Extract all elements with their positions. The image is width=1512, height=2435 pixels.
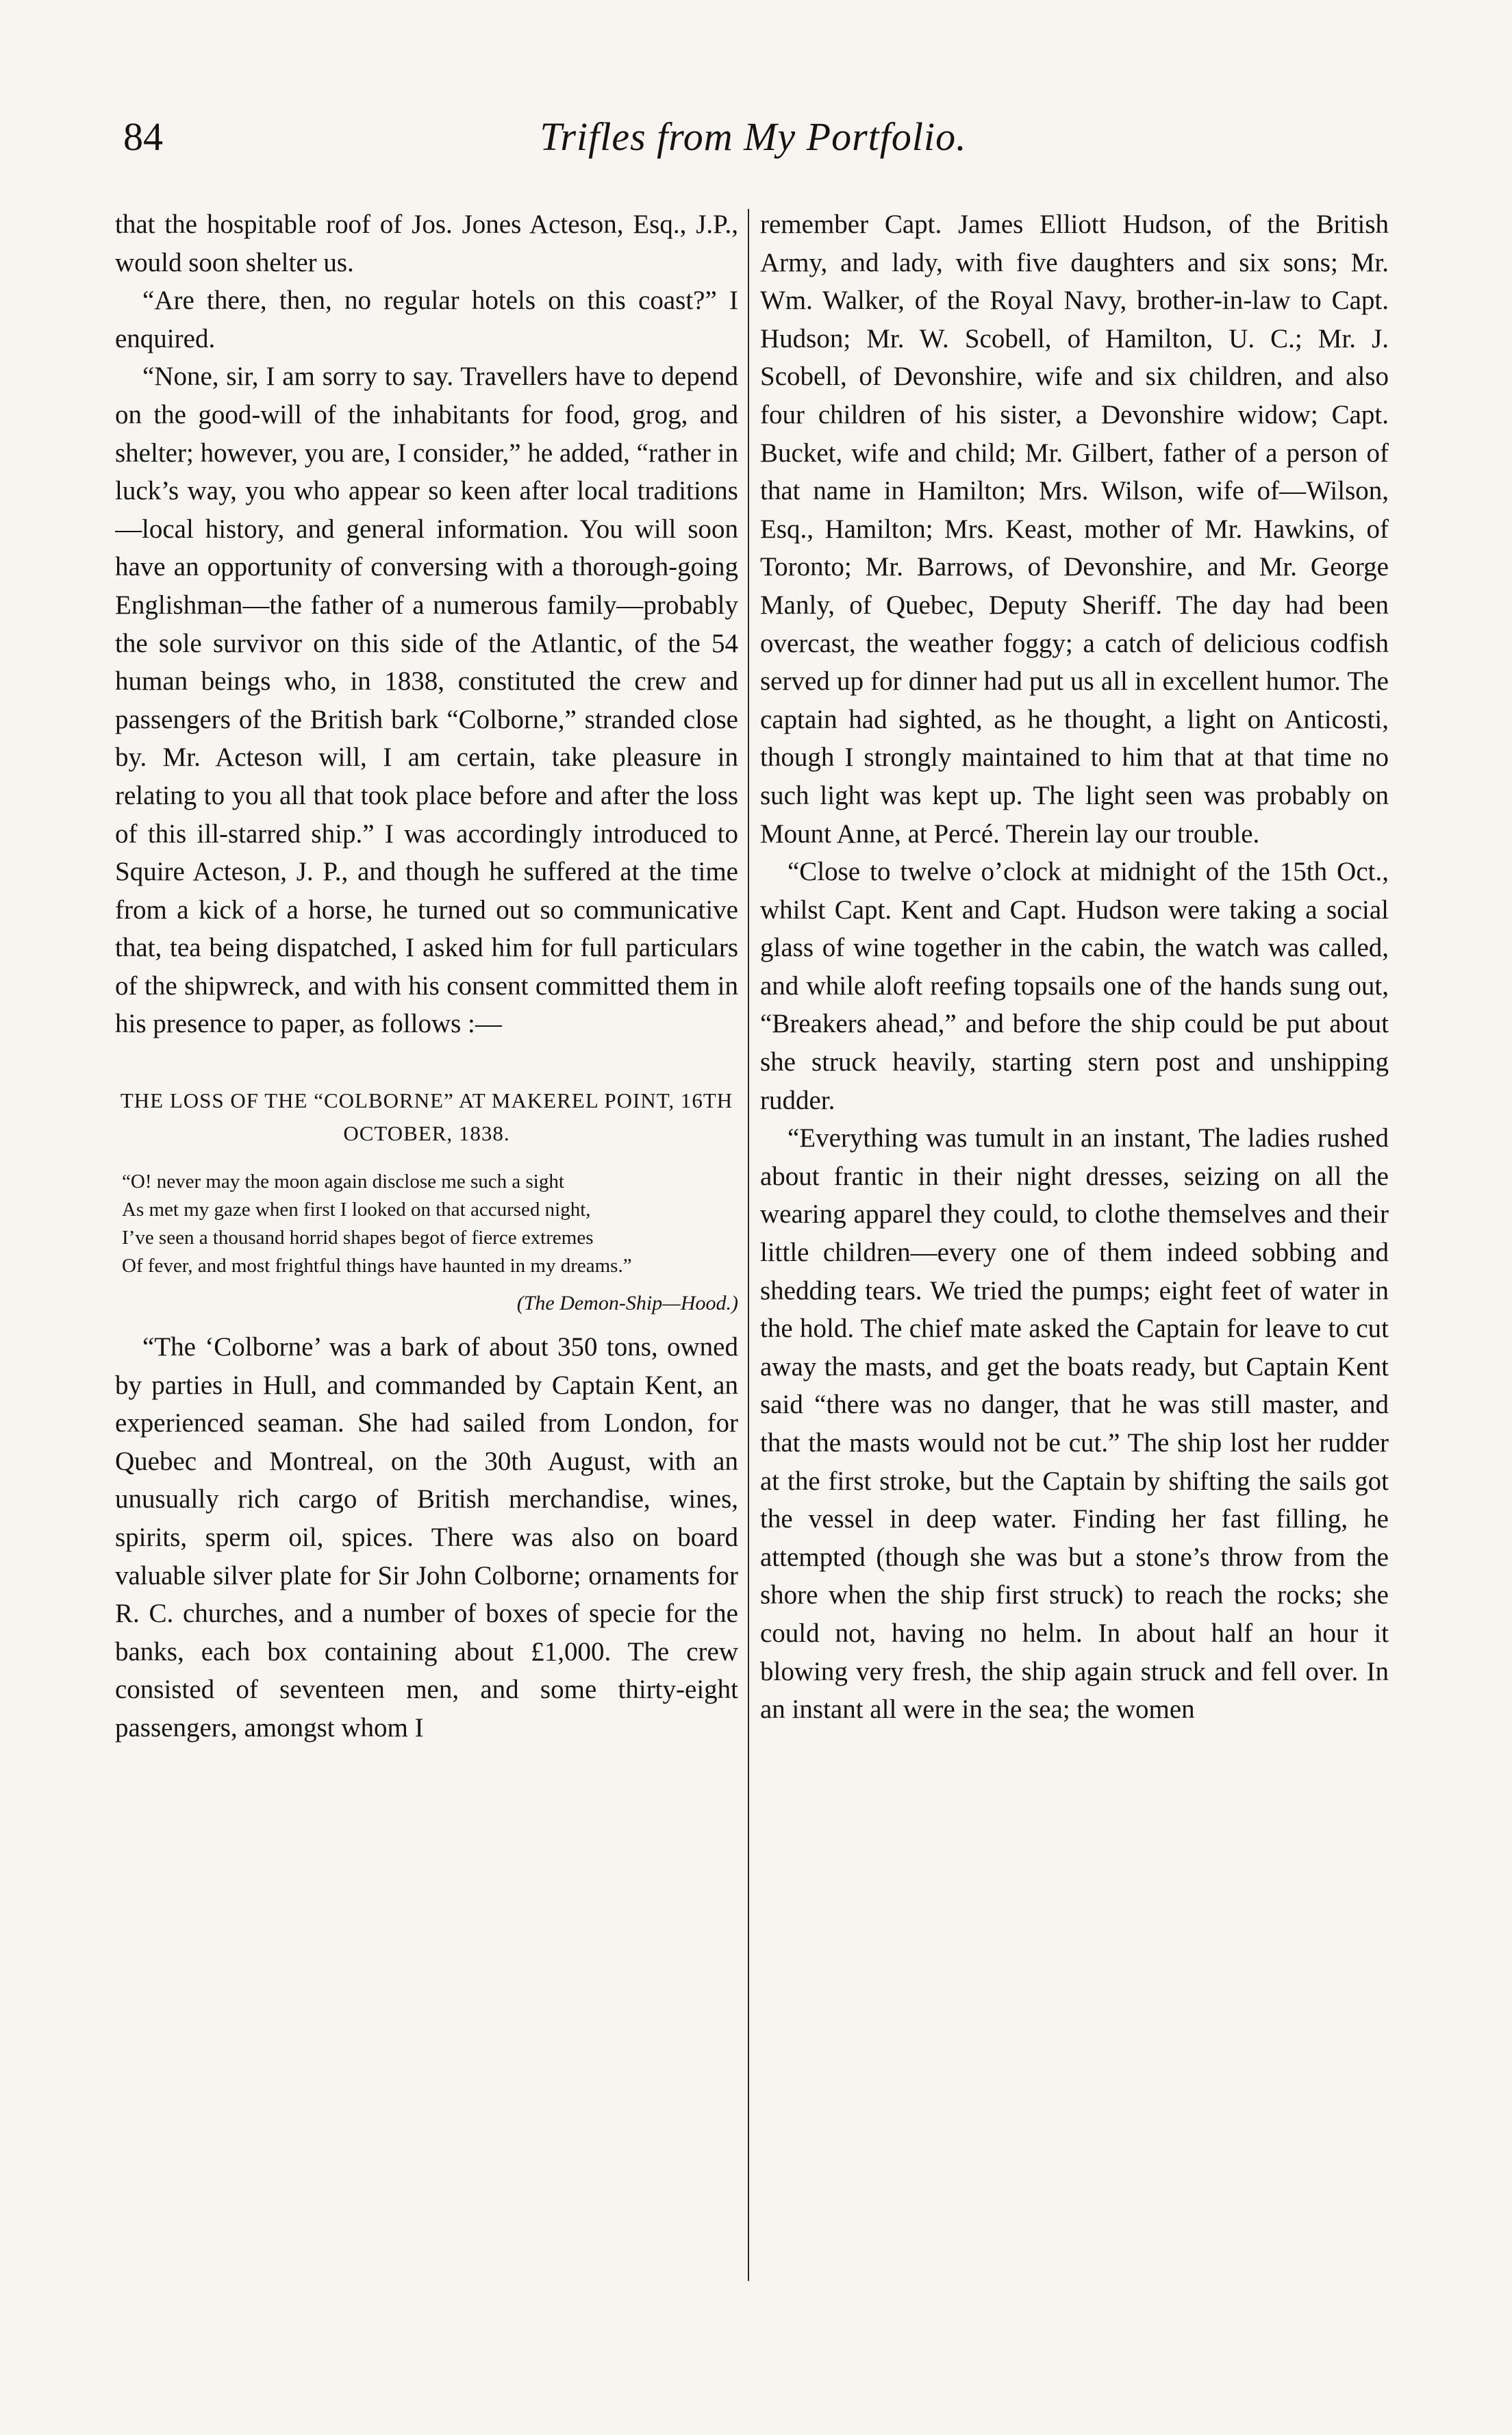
paragraph: “None, sir, I am sorry to say. Travellers have to depend on the good-will of the inhabitants for food, grog, and shelter; however, you are, I consider,” he added, “rather in luck’s way, you who appear so keen after local traditions—local history, and general information. You will soon have an opportunity of conversing with a thorough-going Englishman—the father of a numerous family—probably the sole survivor on this side of the Atlantic, of the 54 human beings who, in 1838, constituted the crew and passengers of the British bark “Colborne,” stranded close by. Mr. Acteson will, I am certain, take pleasure in relating to you all that took place before and after the loss of this ill-starred ship.” I was accordingly introduced to Squire Acteson, J. P., and though he suffered at the time from a kick of a horse, he turned out so communicative that, tea being dispatched, I asked him for full particulars of the shipwreck, and with his consent committed them in his presence to paper, as follows :— — [115, 362, 738, 1039]
column-divider — [748, 209, 749, 2281]
paragraph: that the hospitable roof of Jos. Jones Acteson, Esq., J.P., would soon shelter us. — [115, 210, 738, 277]
paragraph: “Everything was tumult in an instant, The ladies rushed about frantic in their night dresses, seizing on all the wearing apparel they could, to clothe themselves and their little children—every one of them indeed sobbing and shedding tears. We tried the pumps; eight feet of water in the hold. The chief mate asked the Captain for leave to cut away the masts, and get the boats ready, but Captain Kent said “there was no danger, that he was still master, and that the masts would not be cut.” The ship lost her rudder at the first stroke, but the Captain by shifting the sails got the vessel in deep water. Finding her fast filling, he attempted (though she was but a stone’s throw from the shore when the ship first struck) to reach the rocks; she could not, having no helm. In about half an hour it blowing very fresh, the ship again struck and fell over. In an instant all were in the sea; the women — [760, 1123, 1389, 1725]
paragraph: “Close to twelve o’clock at midnight of the 15th Oct., whilst Capt. Kent and Capt. Hudson were taking a social glass of wine together in the cabin, the watch was called, and while aloft reefing topsails one of the hands sung out, “Breakers ahead,” and before the ship could be put about she struck heavily, starting stern post and unshipping rudder. — [760, 857, 1389, 1115]
paragraph: “Are there, then, no regular hotels on this coast?” I enquired. — [115, 286, 738, 353]
section-title: THE LOSS OF THE “COLBORNE” AT MAKEREL POINT, 16TH OCTOBER, 1838. — [120, 1088, 733, 1146]
running-title: Trifles from My Portfolio. — [540, 114, 967, 159]
page-number: 84 — [123, 114, 163, 159]
paragraph: “The ‘Colborne’ was a bark of about 350 tons, owned by parties in Hull, and commanded by Captain Kent, an experienced seaman. She had sailed from London, for Quebec and Montreal, on the 30th August, with an unusually rich cargo of British merchandise, wines, spirits, sperm oil, spices. There was also on board valuable silver plate for Sir John Colborne; ornaments for R. C. churches, and a number of boxes of specie for the banks, each box containing about £1,000. The crew consisted of seventeen men, and some thirty-eight passengers, amongst whom I — [115, 1332, 738, 1743]
paragraph: remember Capt. James Elliott Hudson, of the British Army, and lady, with five daughters and six sons; Mr. Wm. Walker, of the Royal Navy, brother-in-law to Capt. Hudson; Mr. W. Scobell, of Hamilton, U. C.; Mr. J. Scobell, of Devonshire, wife and six children, and also four children of his sister, a Devonshire widow; Capt. Bucket, wife and child; Mr. Gilbert, father of a person of that name in Hamilton; Mrs. Wilson, wife of—Wilson, Esq., Hamilton; Mrs. Keast, mother of Mr. Hawkins, of Toronto; Mr. Barrows, of Devonshire, and Mr. George Manly, of Quebec, Deputy Sheriff. The day had been overcast, the weather foggy; a catch of delicious codfish served up for dinner had put us all in excellent humor. The captain had sighted, as he thought, a light on Anticosti, though I strongly maintained to him that at that time no such light was kept up. The light seen was probably on Mount Anne, at Percé. Therein lay our trouble. — [760, 210, 1389, 849]
left-column — [115, 205, 738, 2356]
right-column — [760, 205, 1389, 2356]
epigraph — [122, 1168, 738, 1280]
epigraph-line: I’ve seen a thousand horrid shapes begot of fierce extremes — [122, 1227, 594, 1249]
epigraph-line: Of fever, and most frightful things have haunted in my dreams.” — [122, 1255, 632, 1277]
epigraph-attribution: (The Demon-Ship—Hood.) — [516, 1292, 738, 1315]
page-header — [123, 110, 1383, 164]
epigraph-line: As met my gaze when first I looked on that accursed night, — [122, 1199, 591, 1221]
epigraph-line: “O! never may the moon again disclose me such a sight — [122, 1171, 564, 1193]
